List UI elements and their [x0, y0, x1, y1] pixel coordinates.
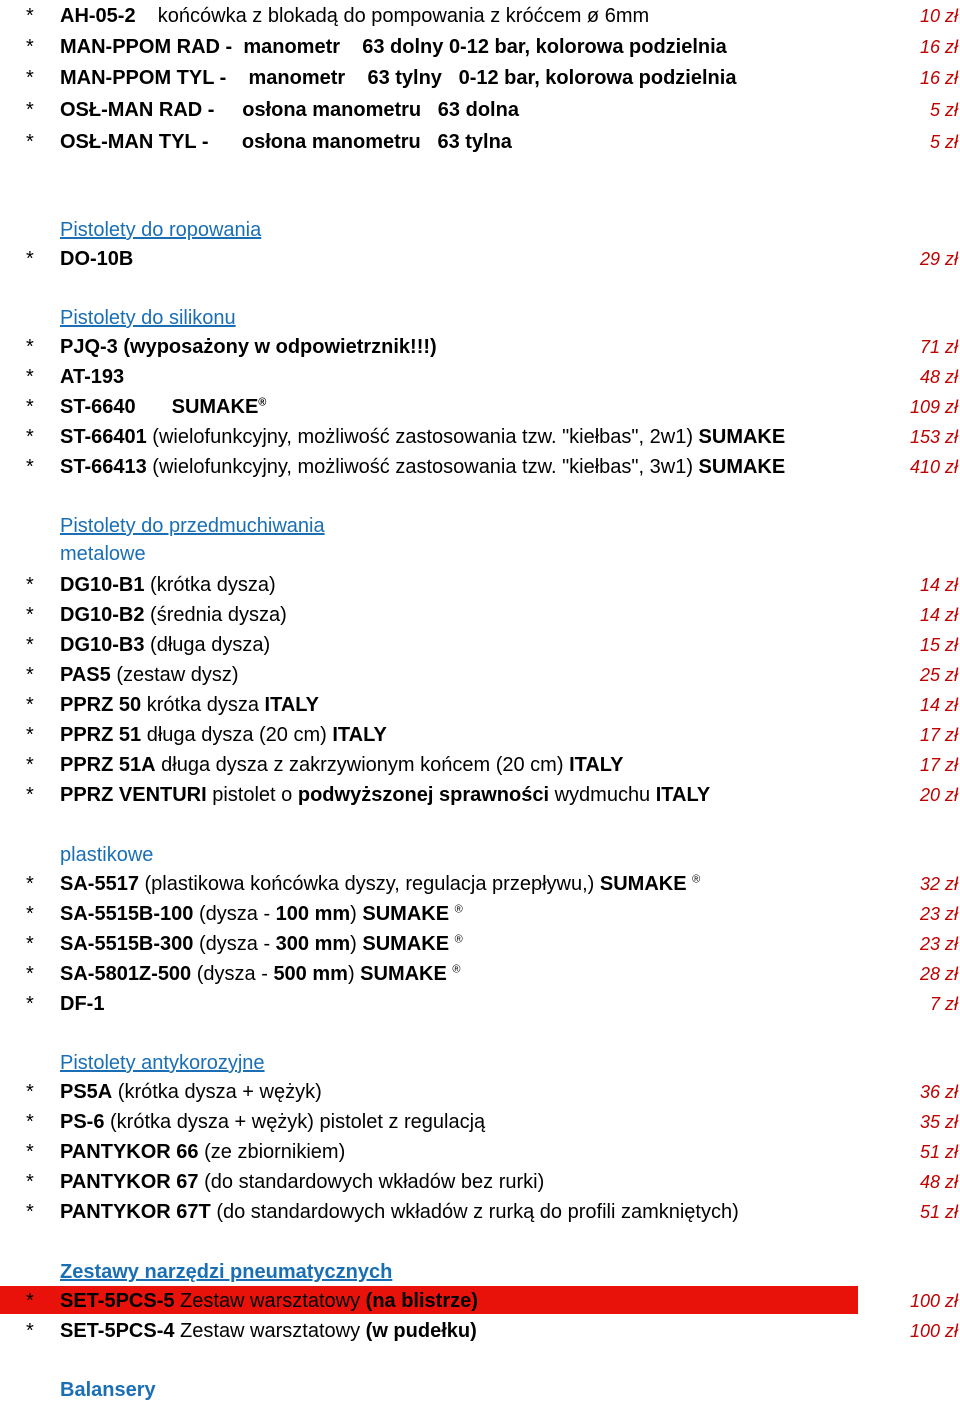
product-code: PPRZ 51A [60, 754, 156, 776]
price: 14 zł [919, 695, 958, 715]
price: 23 zł [919, 904, 958, 924]
price: 35 zł [919, 1112, 958, 1132]
packaging: (na blistrze) [365, 1290, 478, 1312]
product-code: DG10-B3 [60, 634, 145, 656]
product-desc: (długa dysza) [144, 634, 271, 656]
bullet: * [26, 1111, 34, 1133]
product-desc: (dysza - [193, 903, 276, 925]
list-item [0, 1197, 960, 1227]
list-item [0, 720, 960, 750]
price: 48 zł [919, 1172, 958, 1192]
brand: ITALY [332, 724, 387, 746]
price: 32 zł [919, 874, 958, 894]
list-item [0, 869, 960, 899]
brand: ITALY [264, 694, 319, 716]
product-desc: (wielofunkcyjny, możliwość zastosowania tzw. "kiełbas", 3w1) [146, 456, 693, 478]
subheading-metalowe: metalowe [60, 543, 146, 565]
product-code: AT-193 [60, 366, 125, 388]
bullet: * [26, 1320, 34, 1342]
price: 48 zł [919, 367, 958, 387]
product-desc: (do standardowych wkładów z rurką do profili zamkniętych) [210, 1201, 739, 1223]
price: 16 zł [919, 68, 958, 88]
bullet: * [26, 873, 34, 895]
product-code: PAS5 [60, 664, 111, 686]
brand: ITALY [569, 754, 624, 776]
brand: SUMAKE [362, 903, 450, 925]
product-code: PPRZ 50 [60, 694, 142, 716]
section-heading-ropowania: Pistolety do ropowania [60, 219, 262, 241]
bullet: * [26, 664, 34, 686]
product-desc: ) [350, 933, 363, 955]
list-item [0, 1137, 960, 1167]
product-desc: Zestaw warsztatowy [174, 1290, 366, 1312]
product-code: SA-5801Z-500 [60, 963, 192, 985]
product-code: DG10-B2 [60, 604, 145, 626]
bullet: * [26, 993, 34, 1015]
product-desc: (dysza - [191, 963, 274, 985]
list-item [0, 422, 960, 452]
bullet: * [26, 754, 34, 776]
list-item [0, 95, 960, 125]
product-code: OSŁ-MAN TYL - [60, 131, 209, 153]
product-desc: wydmuchu [549, 784, 656, 806]
bullet: * [26, 1081, 34, 1103]
brand: SUMAKE [362, 933, 450, 955]
registered-mark: ® [454, 933, 463, 946]
bullet: * [26, 694, 34, 716]
price: 29 zł [919, 249, 958, 269]
section-heading-silikonu: Pistolety do silikonu [60, 307, 236, 329]
product-desc: krótka dysza [141, 694, 265, 716]
list-item [0, 750, 960, 780]
product-code: DF-1 [60, 993, 105, 1015]
bullet: * [26, 933, 34, 955]
product-desc: osłona manometru 63 dolna [214, 99, 519, 121]
product-desc: osłona manometru 63 tylna [208, 131, 512, 153]
price: 51 zł [919, 1142, 958, 1162]
product-code: SA-5515B-100 [60, 903, 194, 925]
bullet: * [26, 426, 34, 448]
brand: ITALY [655, 784, 711, 806]
bullet: * [26, 5, 34, 27]
product-desc: (dysza - [193, 933, 276, 955]
bullet: * [26, 574, 34, 596]
packaging: (w pudełku) [365, 1320, 477, 1342]
list-item [0, 630, 960, 660]
bullet: * [26, 1141, 34, 1163]
price: 71 zł [919, 337, 958, 357]
list-item [0, 1, 960, 31]
price: 20 zł [919, 785, 958, 805]
product-code: AH-05-2 [60, 5, 136, 27]
product-feature: podwyższonej sprawności [297, 784, 550, 806]
product-desc: długa dysza (20 cm) [141, 724, 333, 746]
price: 10 zł [919, 6, 958, 26]
list-item [0, 959, 960, 989]
bullet: * [26, 131, 34, 153]
section-heading-przedmuchiwania: Pistolety do przedmuchiwania [60, 515, 325, 537]
product-code: ST-66401 [60, 426, 147, 448]
brand: SUMAKE [692, 456, 786, 478]
bullet: * [26, 1171, 34, 1193]
product-desc: (plastikowa końcówka dyszy, regulacja przepływu,) [138, 873, 600, 895]
product-code: MAN-PPOM TYL - [60, 67, 227, 89]
list-item [0, 1316, 960, 1346]
product-code: SET-5PCS-4 [60, 1320, 175, 1342]
product-desc: Zestaw warsztatowy [174, 1320, 366, 1342]
price: 5 zł [929, 132, 958, 152]
product-desc: (do standardowych wkładów bez rurki) [198, 1171, 545, 1193]
list-item [0, 989, 960, 1019]
brand: SUMAKE [360, 963, 447, 985]
registered-mark: ® [454, 903, 463, 916]
product-code: DO-10B [60, 248, 134, 270]
bullet: * [26, 99, 34, 121]
brand: SUMAKE [692, 426, 786, 448]
price: 51 zł [919, 1202, 958, 1222]
product-code: PANTYKOR 67 [60, 1171, 199, 1193]
price: 15 zł [919, 635, 958, 655]
product-size: 300 mm [275, 933, 351, 955]
section-heading-zestawy: Zestawy narzędzi pneumatycznych [60, 1261, 393, 1283]
price: 14 zł [919, 575, 958, 595]
bullet: * [26, 963, 34, 985]
product-code: PANTYKOR 67T [60, 1201, 211, 1223]
bullet: * [26, 366, 34, 388]
bullet: * [26, 67, 34, 89]
bullet: * [26, 1290, 34, 1312]
price: 109 zł [909, 397, 958, 417]
list-item [0, 452, 960, 482]
list-item [0, 899, 960, 929]
list-item [0, 600, 960, 630]
price: 410 zł [909, 457, 958, 477]
product-desc: pistolet o [206, 784, 298, 806]
product-desc: manometr 63 dolny 0-12 bar, kolorowa podzielnia [232, 36, 727, 58]
list-item [0, 362, 960, 392]
product-code: PANTYKOR 66 [60, 1141, 199, 1163]
list-item [0, 332, 960, 362]
price: 23 zł [919, 934, 958, 954]
subheading-plastikowe: plastikowe [60, 844, 154, 866]
list-item [0, 929, 960, 959]
product-code: PS5A [60, 1081, 113, 1103]
price: 17 zł [919, 725, 958, 745]
registered-mark: ® [258, 396, 267, 409]
product-desc: końcówka z blokadą do pompowania z króćcem ø 6mm [135, 5, 650, 27]
price: 36 zł [919, 1082, 958, 1102]
product-code: ST-6640 [60, 396, 136, 418]
list-item [0, 1167, 960, 1197]
product-desc: (średnia dysza) [144, 604, 287, 626]
price: 17 zł [919, 755, 958, 775]
product-desc: (zestaw dysz) [110, 664, 239, 686]
bullet: * [26, 456, 34, 478]
bullet: * [26, 604, 34, 626]
bullet: * [26, 36, 34, 58]
list-item [0, 780, 960, 810]
product-desc: (wielofunkcyjny, możliwość zastosowania tzw. "kiełbas", 2w1) [146, 426, 693, 448]
section-heading-antykorozyjne: Pistolety antykorozyjne [60, 1052, 265, 1074]
product-code: MAN-PPOM RAD - [60, 36, 233, 58]
brand: SUMAKE [171, 396, 259, 418]
product-desc: (ze zbiornikiem) [198, 1141, 346, 1163]
bullet: * [26, 336, 34, 358]
price: 28 zł [919, 964, 958, 984]
bullet: * [26, 396, 34, 418]
product-code: PS-6 [60, 1111, 105, 1133]
registered-mark: ® [452, 963, 461, 976]
list-item [0, 127, 960, 157]
brand: SUMAKE [599, 873, 687, 895]
product-desc: długa dysza z zakrzywionym końcem (20 cm) [155, 754, 570, 776]
product-size: 100 mm [275, 903, 351, 925]
bullet: * [26, 248, 34, 270]
price: 100 zł [909, 1321, 958, 1341]
list-item [0, 63, 960, 93]
price: 100 zł [909, 1291, 958, 1311]
list-item [0, 570, 960, 600]
product-desc: manometr 63 tylny 0-12 bar, kolorowa podzielnia [226, 67, 737, 89]
list-item [0, 1107, 960, 1137]
bullet: * [26, 724, 34, 746]
product-code: PPRZ 51 [60, 724, 142, 746]
list-item [0, 660, 960, 690]
product-desc: (krótka dysza + wężyk) [112, 1081, 322, 1103]
product-code: SA-5517 [60, 873, 139, 895]
bullet: * [26, 903, 34, 925]
bullet: * [26, 1201, 34, 1223]
price: 16 zł [919, 37, 958, 57]
price: 5 zł [929, 100, 958, 120]
product-desc: (krótka dysza) [144, 574, 276, 596]
list-item [0, 32, 960, 62]
product-code: PPRZ VENTURI [60, 784, 207, 806]
product-desc: (krótka dysza + wężyk) pistolet z regulacją [104, 1111, 486, 1133]
list-item [0, 244, 960, 274]
product-code: ST-66413 [60, 456, 147, 478]
product-code: PJQ-3 (wyposażony w odpowietrznik!!!) [60, 336, 437, 358]
list-item [0, 1286, 960, 1316]
bullet: * [26, 784, 34, 806]
section-heading-balansery: Balansery [60, 1379, 156, 1401]
product-code: OSŁ-MAN RAD - [60, 99, 215, 121]
bullet: * [26, 634, 34, 656]
price: 25 zł [919, 665, 958, 685]
price: 7 zł [929, 994, 958, 1014]
product-desc: ) [350, 903, 363, 925]
product-code: SA-5515B-300 [60, 933, 194, 955]
product-desc: ) [347, 963, 361, 985]
list-item [0, 1077, 960, 1107]
product-size: 500 mm [273, 963, 348, 985]
list-item [0, 392, 960, 422]
price: 14 zł [919, 605, 958, 625]
product-code: SET-5PCS-5 [60, 1290, 175, 1312]
price: 153 zł [909, 427, 958, 447]
registered-mark: ® [692, 873, 701, 886]
product-code: DG10-B1 [60, 574, 145, 596]
list-item [0, 690, 960, 720]
